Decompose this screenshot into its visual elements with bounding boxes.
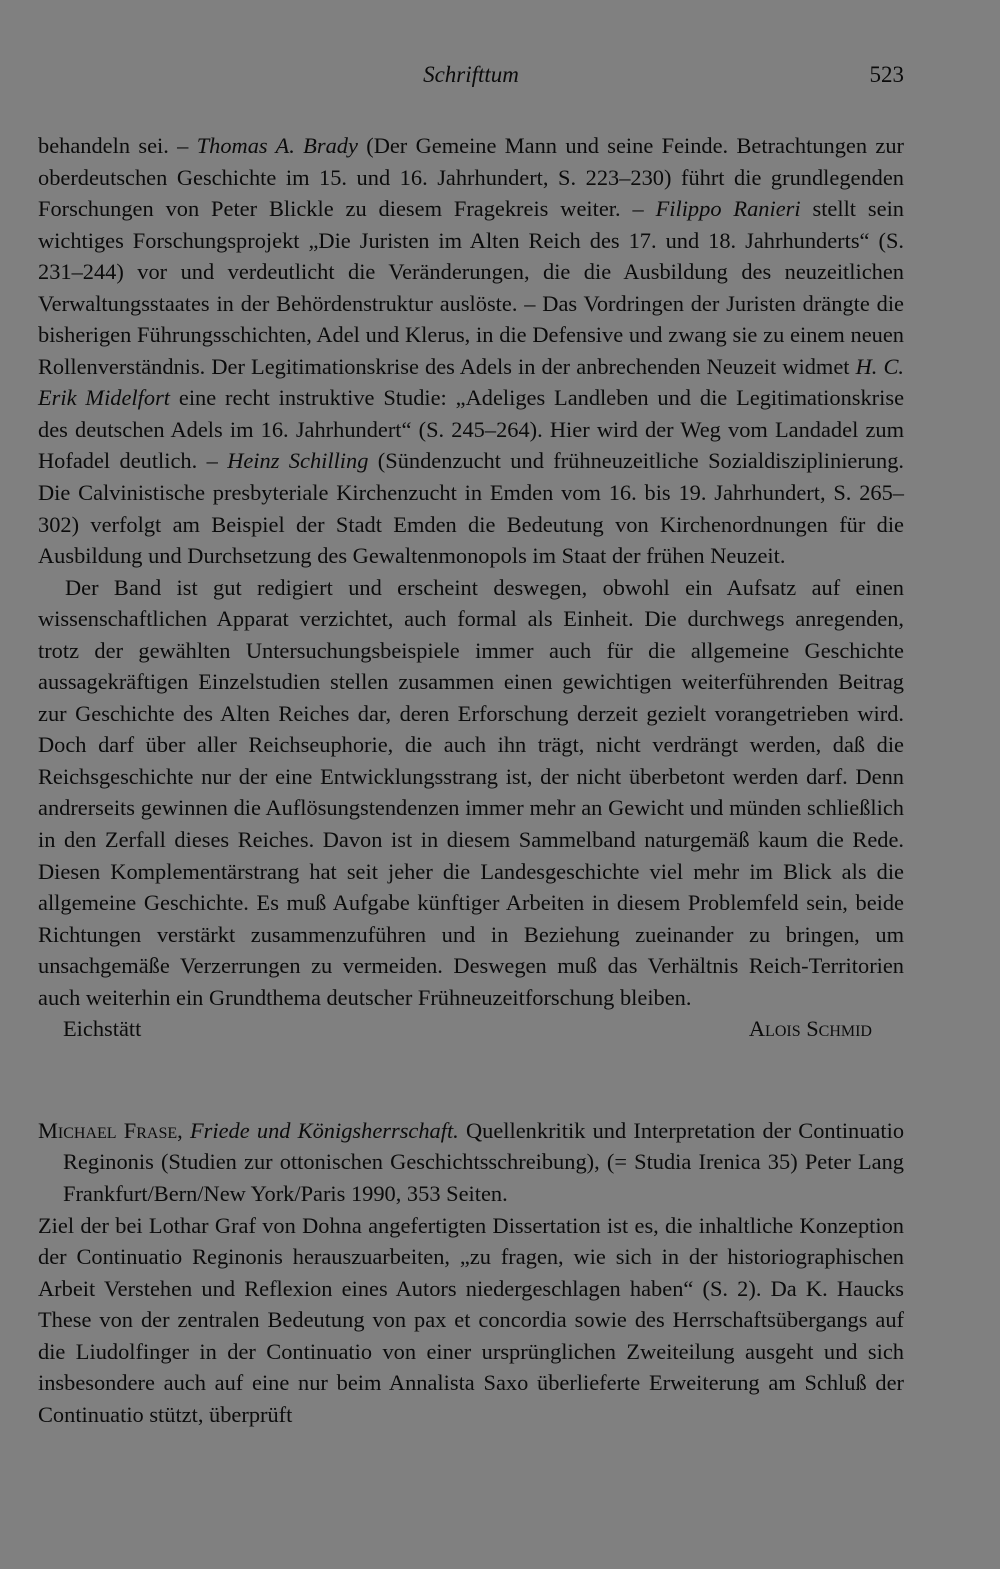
cited-author-name: H. C. Erik Midelfort	[38, 353, 904, 411]
section-gap	[38, 1045, 904, 1115]
reviewer-name: Alois Schmid	[748, 1016, 872, 1042]
book-page	[38, 62, 904, 1430]
book-details: Quellenkritik und Interpretation der Continuatio Reginonis (Studien zur ottonischen Geschichtsschreibung), (= Studia Irenica 35) Peter Lang Frankfurt/Bern/New York/Paris 1990, 353 Seiten.	[63, 1117, 905, 1206]
cited-author-name: Heinz Schilling	[227, 448, 369, 474]
page-header	[38, 62, 904, 96]
review-paragraph: Ziel der bei Lothar Graf von Dohna angefertigten Dissertation ist es, die inhaltliche Konzeption der Continuatio Reginonis herauszuarbeiten, „zu fragen, wie sich in der historiographischen Arbeit Verstehen und Reflexion eines Autors niedergeschlagen haben“ (S. 2). Da K. Haucks These von der zentralen Bedeutung von pax et concordia sowie des Herrschaftsübergangs auf die Liudolfinger in der Continuatio von einer ursprünglichen Zweiteilung ausgeht und sich insbesondere auch auf eine nur beim Annalista Saxo überlieferte Erweiterung am Schluß der Continuatio stützt, überprüft	[38, 1212, 904, 1427]
cited-author-name: Filippo Ranieri	[655, 196, 801, 222]
book-author: Michael Frase	[38, 1117, 178, 1143]
book-reference: Michael Frase, Friede und Königsherrschaft. Quellenkritik und Interpretation der Continuatio Reginonis (Studien zur ottonischen Geschichtsschreibung), (= Studia Irenica 35) Peter Lang Frankfurt/Bern/New York/Paris 1990, 353 Seiten.	[38, 1117, 905, 1206]
review-paragraph: Der Band ist gut redigiert und erscheint deswegen, obwohl ein Aufsatz auf einen wissenschaftlichen Apparat verzichtet, auch formal als Einheit. Die durchwegs anregenden, trotz der gewählten Untersuchungsbeispiele immer auch für die allgemeine Geschichte aussagekräftigen Einzelstudien stellen zusammen einen gewichtigen weiterführenden Beitrag zur Geschichte des Alten Reiches dar, deren Erforschung derzeit gezielt vorangetrieben wird. Doch darf über aller Reichseuphorie, die auch ihn trägt, nicht verdrängt werden, daß die Reichsgeschichte nur der eine Entwicklungsstrang ist, der nicht überbetont werden darf. Denn andrerseits gewinnen die Auflösungstendenzen immer mehr an Gewicht und münden schließlich in den Zerfall dieses Reiches. Davon ist in diesem Sammelband naturgemäß kaum die Rede. Diesen Komplementärstrang hat seit jeher die Landesgeschichte viel mehr im Blick als die allgemeine Geschichte. Es muß Aufgabe künftiger Arbeiten in diesem Problemfeld sein, beide Richtungen verstärkt zusammenzuführen und in Beziehung zueinander zu bringen, um unsachgemäße Verzerrungen zu vermeiden. Deswegen muß das Verhältnis Reich-Territorien auch weiterhin ein Grundthema deutscher Frühneuzeitforschung bleiben.	[38, 574, 904, 1010]
text-segment: behandeln sei. –	[38, 133, 197, 158]
body-text	[38, 130, 904, 1430]
review-paragraph	[38, 130, 904, 572]
page-number: 523	[869, 62, 904, 87]
text-segment: (Sündenzucht und frühneuzeitliche Sozialdisziplinierung. Die Calvinistische presbyteriale Kirchenzucht in Emden vom 16. bis 19. Jahrhundert, S. 265–302) verfolgt am Beispiel der Stadt Emden die Bedeutung von Kirchenordnungen für die Ausbildung und Durchsetzung des Gewaltenmonopols im Staat der frühen Neuzeit.	[38, 448, 904, 569]
cited-author-name: Thomas A. Brady	[196, 133, 358, 158]
text-segment: eine recht instruktive Studie: „Adeliges Landleben und die Legitimationskrise des deutschen Adels im 16. Jahrhundert“ (S. 245–264). Hier wird der Weg vom Landadel zum Hofadel deutlich. –	[38, 385, 905, 474]
review-signature	[38, 1013, 904, 1045]
running-title: Schrifttum	[423, 62, 519, 87]
text-segment: (Der Gemeine Mann und seine Feinde. Betrachtungen zur oberdeutschen Geschichte im 15. und 16. Jahrhundert, S. 223–230) führt die grundlegenden Forschungen von Peter Blickle zu diesem Fragekreis weiter. –	[38, 133, 904, 222]
book-title: Friede und Königsherrschaft.	[189, 1117, 459, 1143]
review-place: Eichstätt	[63, 1016, 142, 1042]
text-segment: stellt sein wichtiges Forschungsprojekt „Die Juristen im Alten Reich des 17. und 18. Jahrhunderts“ (S. 231–244) vor und verdeutlicht die Veränderungen, die die Ausbildung des neuzeitlichen Verwaltungsstaates in der Behördenstruktur auslöste. – Das Vordringen der Juristen drängte die bisherigen Führungsschichten, Adel und Klerus, in die Defensive und zwang sie zu einem neuen Rollenverständnis. Der Legitimationskrise des Adels in der anbrechenden Neuzeit widmet	[38, 196, 904, 379]
